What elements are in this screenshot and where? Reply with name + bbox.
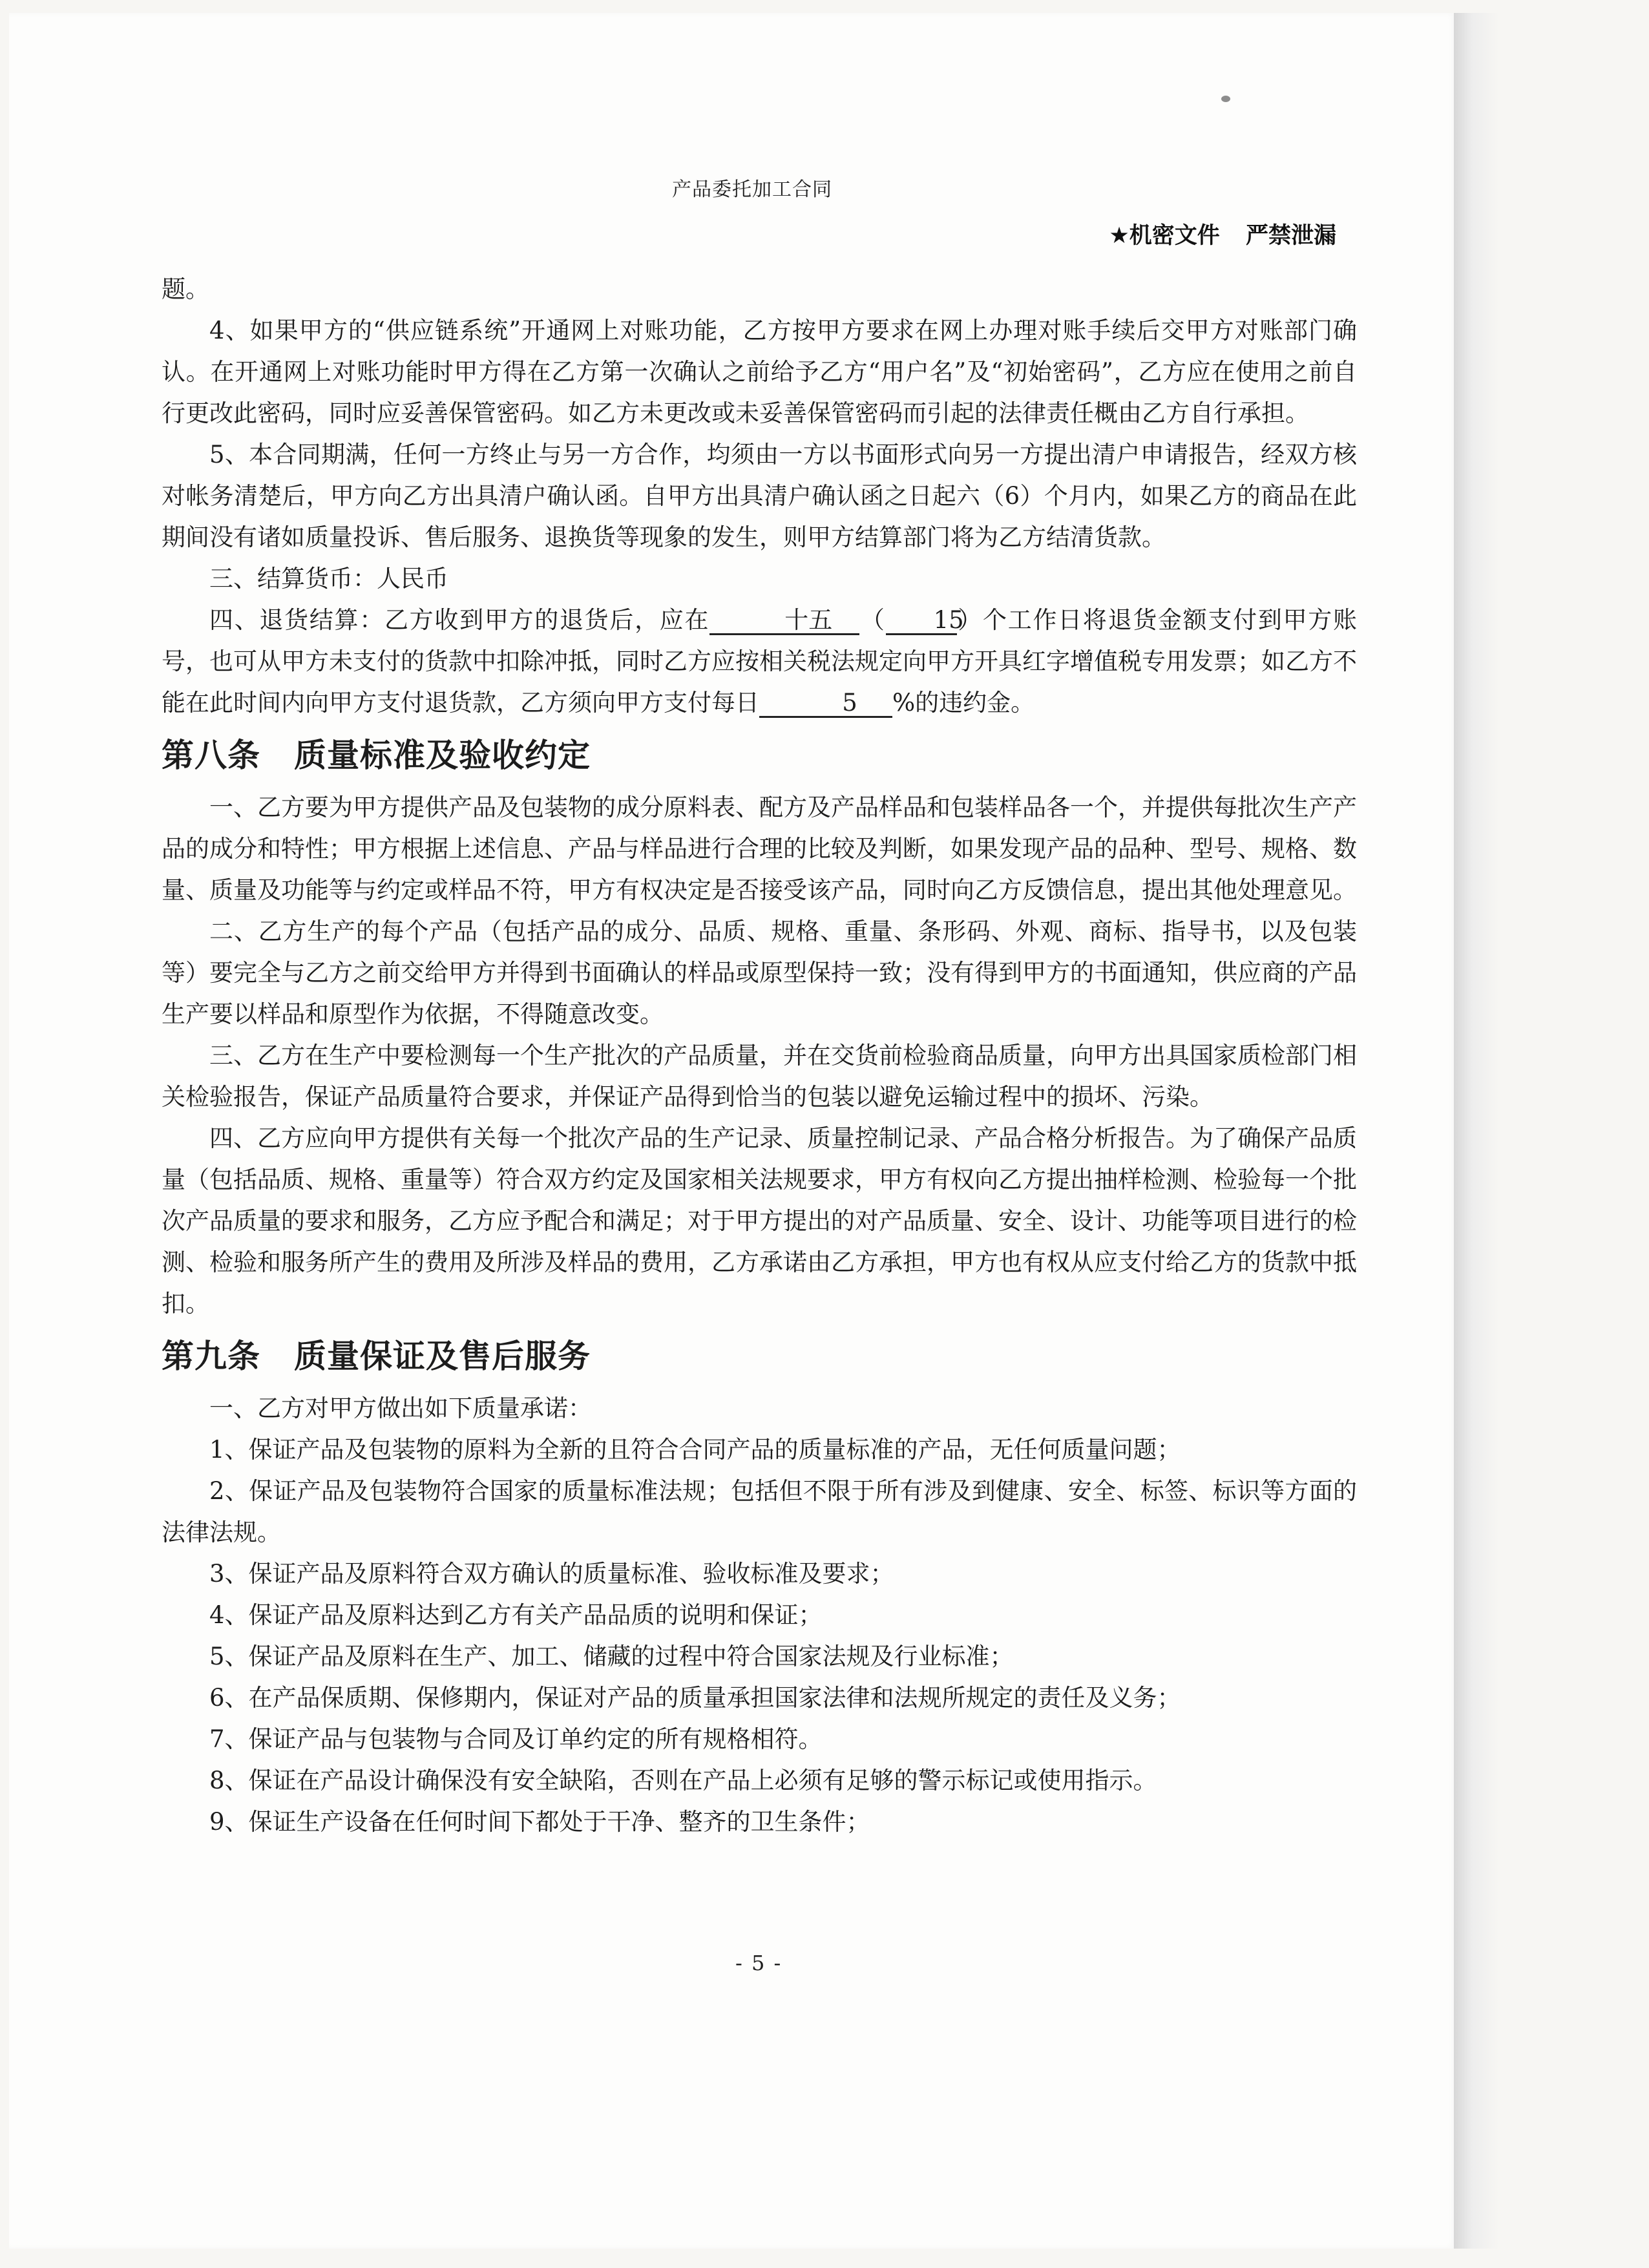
clause-settlement-currency: 三、结算货币：人民币: [209, 565, 448, 593]
return-text-c: ）个工作日将退货金额支付到甲方账号，也可从甲方未支付的货款中扣除冲抵，同时乙方应按相关税法规定向甲方开具红字增值税专用发票；如乙方不能在此时间内向甲方支付退货款，乙方须向甲方支付每日: [162, 606, 1358, 717]
article-8-clause-3: 三、乙方在生产中要检测每一个生产批次的产品质量，并在交货前检验商品质量，向甲方出具国家质检部门相关检验报告，保证产品质量符合要求，并保证产品得到恰当的包装以避免运输过程中的损坏、污染。: [162, 1042, 1357, 1111]
penalty-rate-field: 5: [759, 690, 892, 718]
article-9-number: 第九条: [162, 1338, 260, 1375]
document-header-title: 产品委托加工合同: [672, 178, 832, 201]
article-9-item: 7、保证产品与包装物与合同及订单约定的所有规格相符。: [209, 1725, 823, 1753]
article-9-title: 质量保证及售后服务: [294, 1338, 591, 1375]
article-9-item: 2、保证产品及包装物符合国家的质量标准法规；包括但不限于所有涉及到健康、安全、标签、标识等方面的法律法规。: [162, 1477, 1357, 1546]
article-9-item: 5、保证产品及原料在生产、加工、储藏的过程中符合国家法规及行业标准；: [209, 1643, 1014, 1670]
article-8-clause-2: 二、乙方生产的每个产品（包括产品的成分、品质、规格、重量、条形码、外观、商标、指导书，以及包装等）要完全与乙方之前交给甲方并得到书面确认的样品或原型保持一致；没有得到甲方的书面通知，供应商的产品生产要以样品和原型作为依据，不得随意改变。: [162, 918, 1357, 1028]
article-9-item: 9、保证生产设备在任何时间下都处于干净、整齐的卫生条件；: [209, 1808, 870, 1836]
return-text-a: 四、退货结算：乙方收到甲方的退货后，应在: [209, 606, 710, 634]
article-8-title: 质量标准及验收约定: [294, 737, 591, 774]
return-days-number-field: 15: [886, 607, 957, 635]
article-9-item: 6、在产品保质期、保修期内，保证对产品的质量承担国家法律和法规所规定的责任及义务；: [209, 1684, 1181, 1712]
continued-paragraph-end: 题。: [162, 275, 209, 303]
clause-return-settlement: [162, 600, 1357, 724]
article-9-heading: [162, 1325, 1357, 1388]
article-9-item: 3、保证产品及原料符合双方确认的质量标准、验收标准及要求；: [209, 1560, 894, 1588]
confidential-notice: ★机密文件 严禁泄漏: [1109, 223, 1336, 249]
article-8-number: 第八条: [162, 737, 260, 774]
return-days-chinese-field: 十五: [709, 607, 859, 635]
scan-speck: [1221, 96, 1230, 102]
page-number: - 5 -: [735, 1951, 782, 1975]
article-9-item: 4、保证产品及原料达到乙方有关产品品质的说明和保证；: [209, 1601, 823, 1629]
article-8-clause-1: 一、乙方要为甲方提供产品及包装物的成分原料表、配方及产品样品和包装样品各一个，并提供每批次生产产品的成分和特性；甲方根据上述信息、产品与样品进行合理的比较及判断，如果发现产品的品种、型号、规格、数量、质量及功能等与约定或样品不符，甲方有权决定是否接受该产品，同时向乙方反馈信息，提出其他处理意见。: [162, 793, 1357, 904]
article-8-clause-4: 四、乙方应向甲方提供有关每一个批次产品的生产记录、质量控制记录、产品合格分析报告。为了确保产品质量（包括品质、规格、重量等）符合双方约定及国家相关法规要求，甲方有权向乙方提出抽样检测、检验每一个批次产品质量的要求和服务，乙方应予配合和满足；对于甲方提出的对产品质量、安全、设计、功能等项目进行的检测、检验和服务所产生的费用及所涉及样品的费用，乙方承诺由乙方承担，甲方也有权从应支付给乙方的货款中抵扣。: [162, 1124, 1357, 1318]
contract-body: [162, 269, 1357, 1843]
article-9-intro: 一、乙方对甲方做出如下质量承诺：: [209, 1394, 592, 1422]
return-text-d: %的违约金。: [892, 689, 1035, 717]
clause-account-closing: 5、本合同期满，任何一方终止与另一方合作，均须由一方以书面形式向另一方提出清户申请报告，经双方核对帐务清楚后，甲方向乙方出具清户确认函。自甲方出具清户确认函之日起六（6）个月内，如果乙方的商品在此期间没有诸如质量投诉、售后服务、退换货等现象的发生，则甲方结算部门将为乙方结清货款。: [162, 441, 1357, 551]
article-9-item: 8、保证在产品设计确保没有安全缺陷，否则在产品上必须有足够的警示标记或使用指示。: [209, 1767, 1157, 1794]
article-9-item: 1、保证产品及包装物的原料为全新的且符合合同产品的质量标准的产品，无任何质量问题；: [209, 1436, 1181, 1464]
clause-online-reconciliation: 4、如果甲方的“供应链系统”开通网上对账功能，乙方按甲方要求在网上办理对账手续后交甲方对账部门确认。在开通网上对账功能时甲方得在乙方第一次确认之前给予乙方“用户名”及“初始密码”，乙方应在使用之前自行更改此密码，同时应妥善保管密码。如乙方未更改或未妥善保管密码而引起的法律责任概由乙方自行承担。: [162, 317, 1357, 427]
binding-edge: [1454, 13, 1499, 2249]
article-8-heading: [162, 724, 1357, 787]
return-text-b: （: [859, 606, 886, 634]
